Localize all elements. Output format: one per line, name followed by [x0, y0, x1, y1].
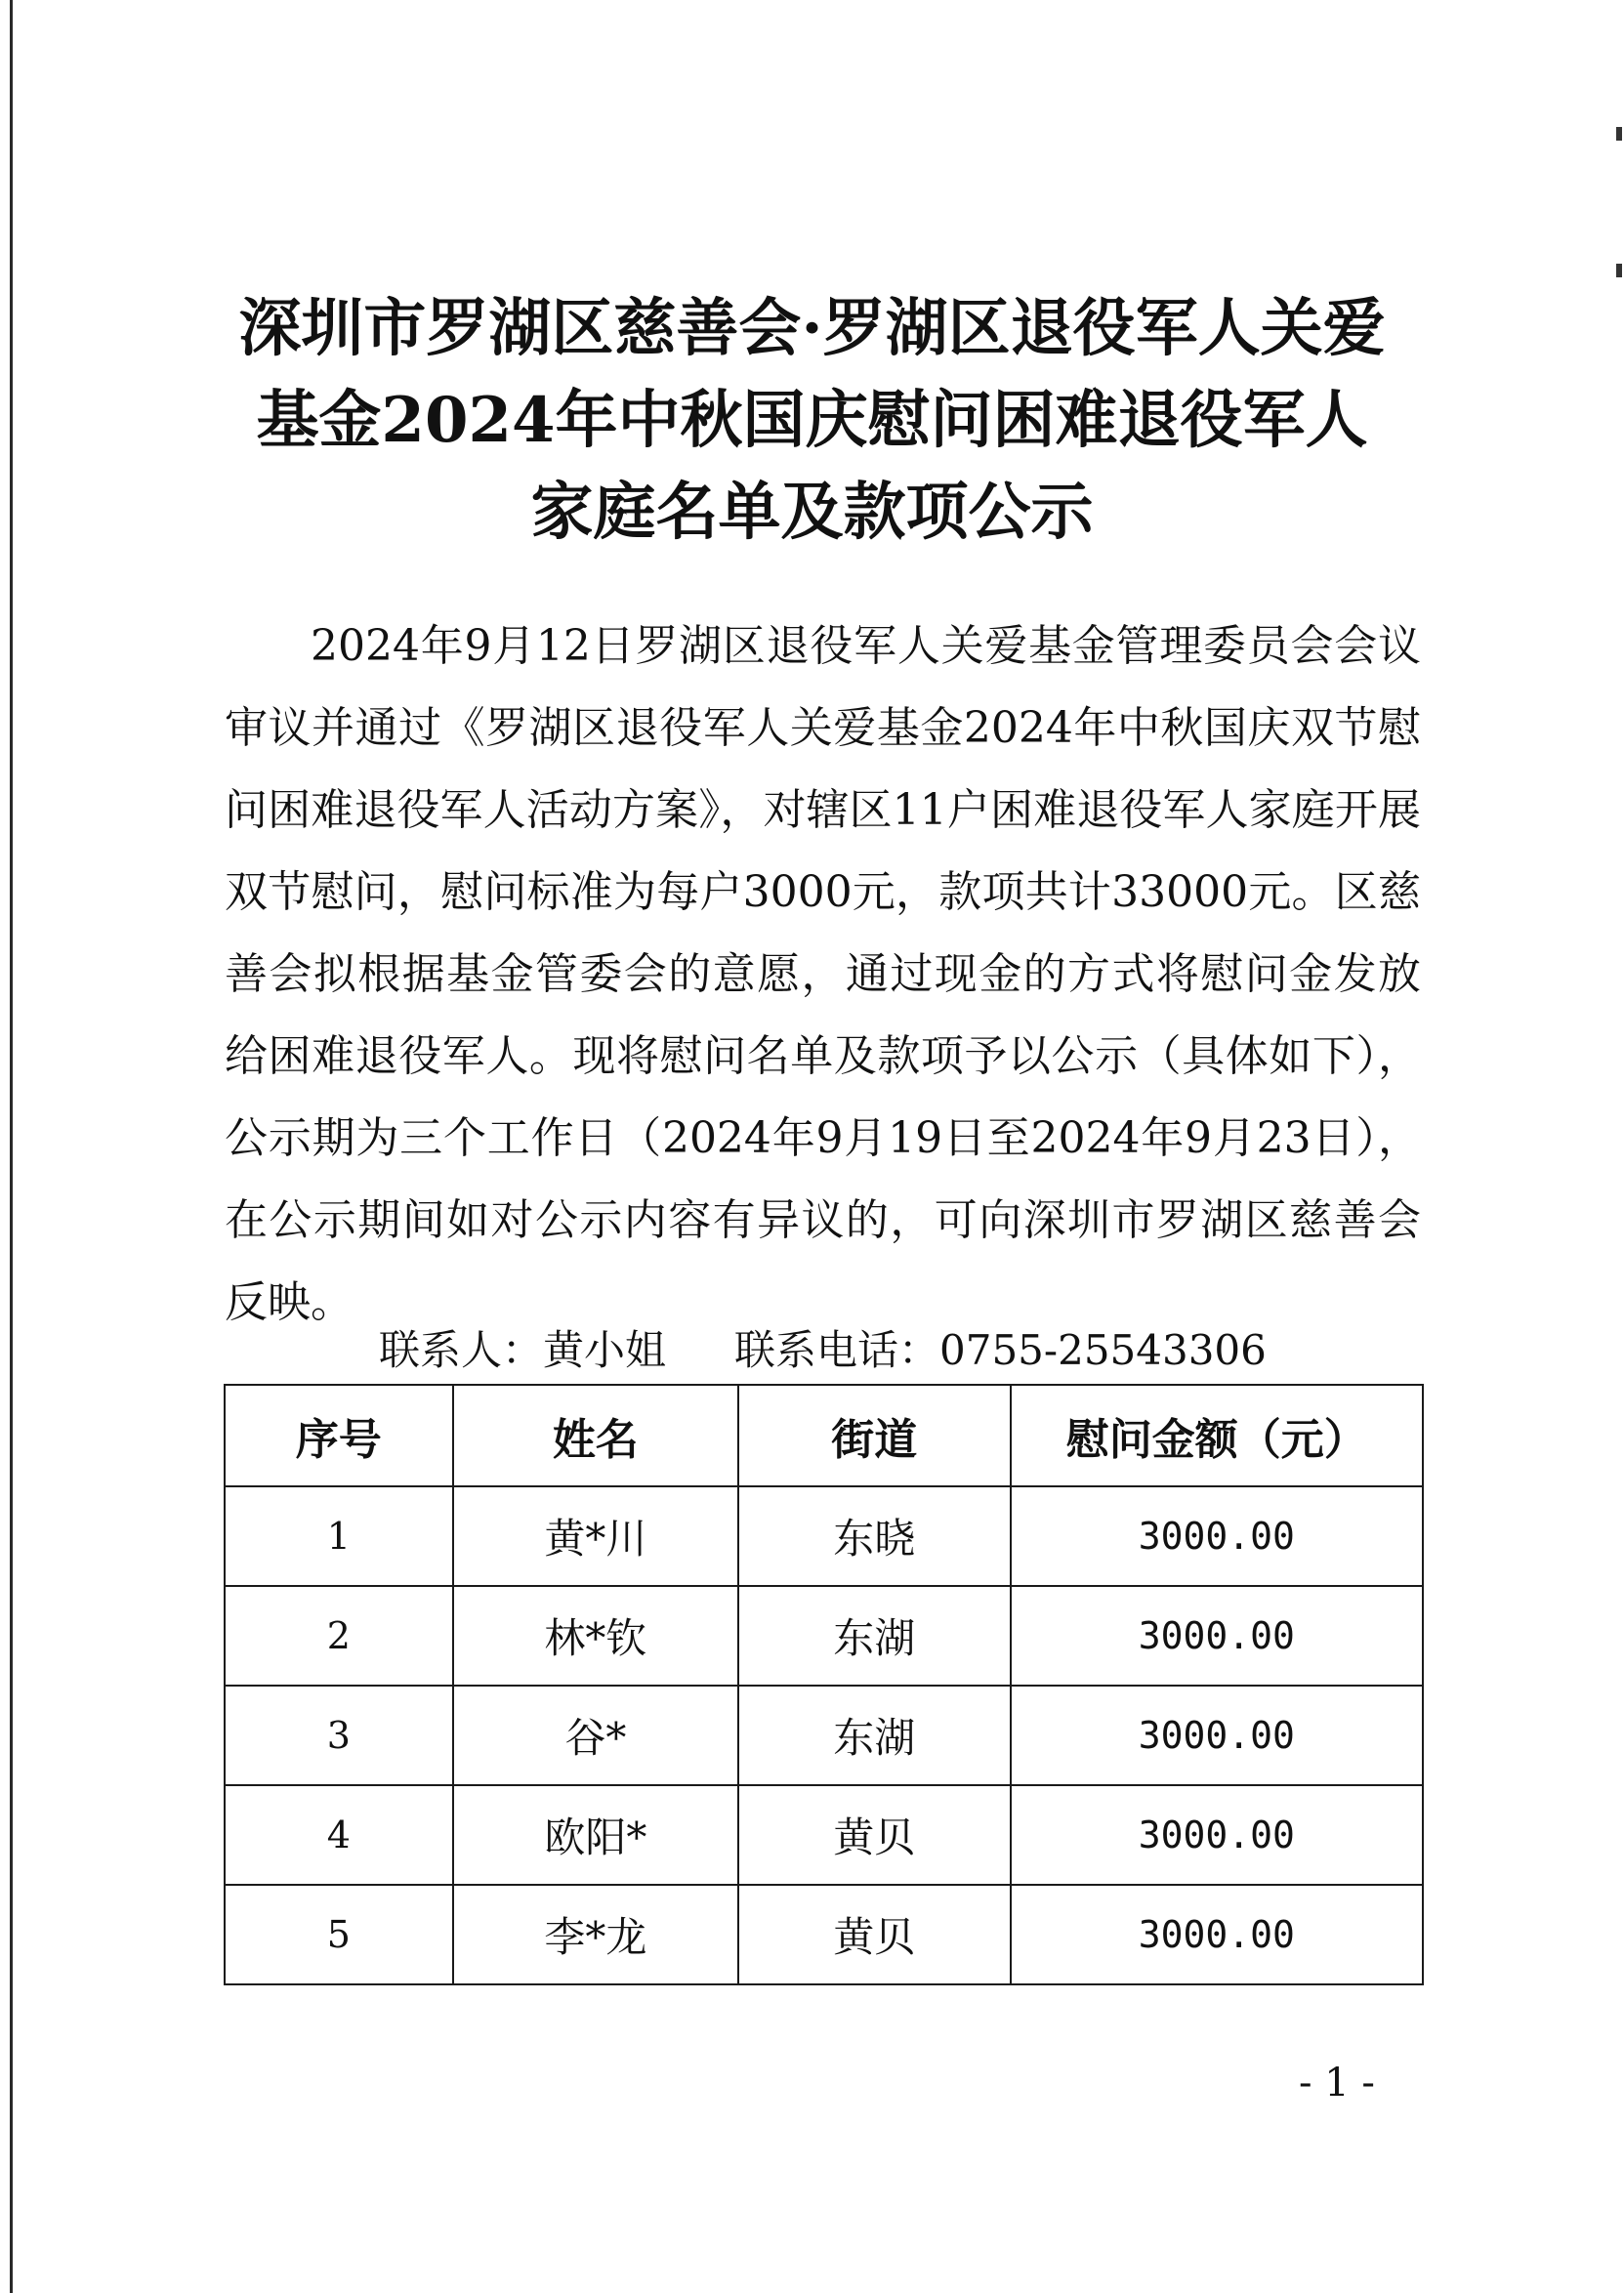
cell-serial: 4	[225, 1785, 453, 1885]
cell-amount: 3000.00	[1011, 1686, 1423, 1785]
cell-serial: 2	[225, 1586, 453, 1686]
header-name: 姓名	[453, 1385, 738, 1486]
table-row	[225, 1486, 1423, 1586]
cell-amount: 3000.00	[1011, 1586, 1423, 1686]
contact-line	[379, 1321, 1267, 1380]
table-row	[225, 1885, 1423, 1984]
body-paragraph-block	[225, 605, 1421, 1344]
header-street: 街道	[738, 1385, 1010, 1486]
cell-amount: 3000.00	[1011, 1785, 1423, 1885]
recipient-table	[224, 1384, 1424, 1985]
page-number: - 1 -	[1299, 2061, 1375, 2105]
cell-street: 东湖	[738, 1586, 1010, 1686]
cell-name: 欧阳*	[453, 1785, 738, 1885]
cell-serial: 5	[225, 1885, 453, 1984]
cell-street: 黄贝	[738, 1785, 1010, 1885]
header-serial: 序号	[225, 1385, 453, 1486]
table-row	[225, 1586, 1423, 1686]
title-line-2: 基金2024年中秋国庆慰问困难退役军人	[256, 384, 1368, 457]
contact-person: 联系人：黄小姐	[379, 1326, 667, 1374]
cell-amount: 3000.00	[1011, 1486, 1423, 1586]
cell-name: 李*龙	[453, 1885, 738, 1984]
table-header-row	[225, 1385, 1423, 1486]
body-paragraph: 2024年9月12日罗湖区退役军人关爱基金管理委员会会议审议并通过《罗湖区退役军人关爱基金2024年中秋国庆双节慰问困难退役军人活动方案》，对辖区11户困难退役军人家庭开展双节慰问，慰问标准为每户3000元，款项共计33000元。区慈善会拟根据基金管委会的意愿，通过现金的方式将慰问金发放给困难退役军人。现将慰问名单及款项予以公示（具体如下），公示期为三个工作日（2024年9月19日至2024年9月23日），在公示期间如对公示内容有异议的，可向深圳市罗湖区慈善会反映。	[225, 621, 1421, 1327]
scan-edge-line	[10, 0, 13, 2293]
cell-street: 东晓	[738, 1486, 1010, 1586]
scan-mark	[1616, 264, 1622, 277]
cell-serial: 3	[225, 1686, 453, 1785]
title-line-1: 深圳市罗湖区慈善会·罗湖区退役军人关爱	[238, 292, 1386, 365]
cell-name: 黄*川	[453, 1486, 738, 1586]
scan-mark	[1616, 127, 1622, 141]
cell-street: 黄贝	[738, 1885, 1010, 1984]
cell-name: 林*钦	[453, 1586, 738, 1686]
table-row	[225, 1785, 1423, 1885]
table-row	[225, 1686, 1423, 1785]
contact-phone: 联系电话：0755-25543306	[734, 1326, 1267, 1374]
cell-street: 东湖	[738, 1686, 1010, 1785]
document-title	[195, 283, 1429, 559]
cell-amount: 3000.00	[1011, 1885, 1423, 1984]
cell-name: 谷*	[453, 1686, 738, 1785]
header-amount: 慰问金额（元）	[1011, 1385, 1423, 1486]
cell-serial: 1	[225, 1486, 453, 1586]
title-line-3: 家庭名单及款项公示	[530, 476, 1094, 549]
